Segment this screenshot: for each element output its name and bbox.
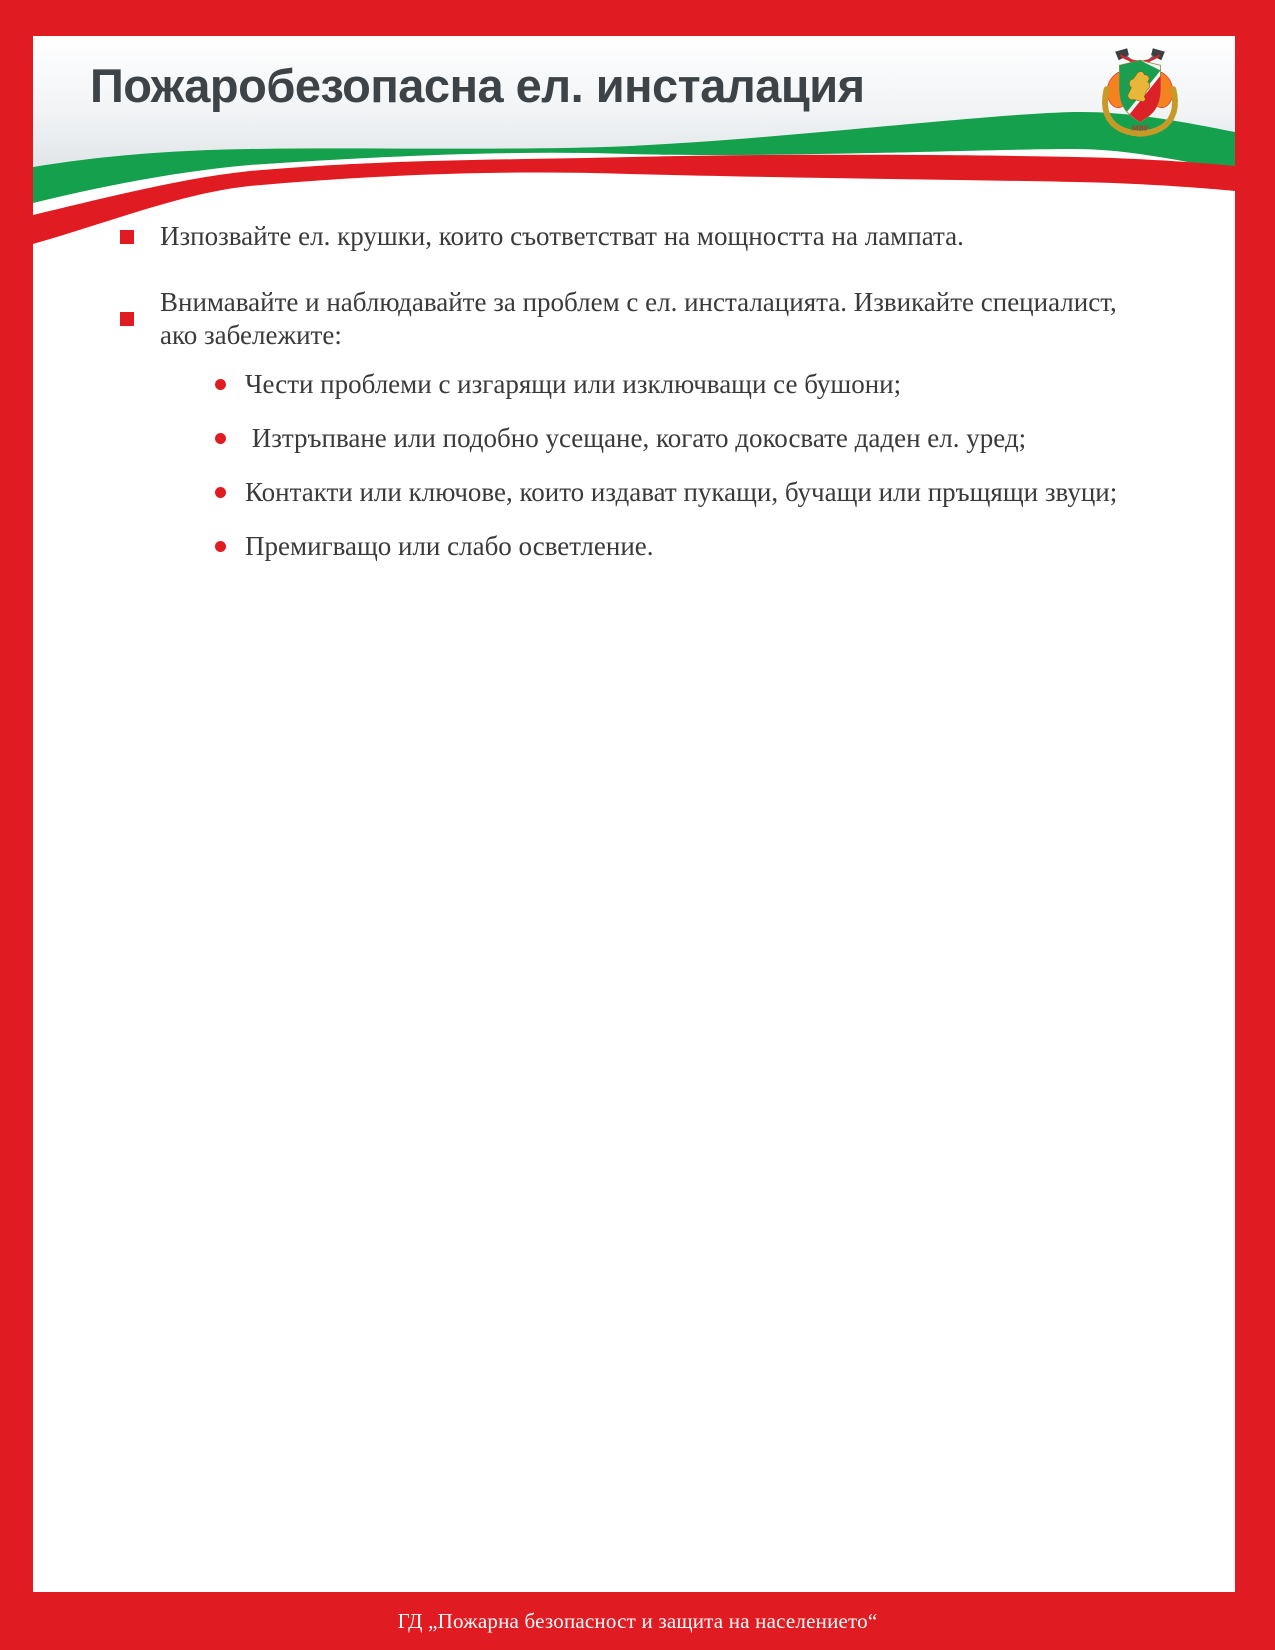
sub-list-item <box>120 422 1200 455</box>
bullet-list <box>120 220 1200 584</box>
list-item <box>120 286 1200 352</box>
round-bullet-icon <box>215 541 226 552</box>
fire-safety-emblem-logo <box>1093 44 1187 144</box>
sub-list-item-text: Чести проблеми с изгарящи или изключващи се бушони; <box>245 369 902 399</box>
list-item-text: Изпозвайте ел. крушки, които съответстват на мощността на лампата. <box>160 221 964 251</box>
sub-list-item-text: Изтръпване или подобно усещане, когато докосвате даден ел. уред; <box>245 423 1027 453</box>
round-bullet-icon <box>215 433 226 444</box>
round-bullet-icon <box>215 379 226 390</box>
sub-list-item <box>120 476 1200 509</box>
emblem-mvr-text: МВР <box>1131 123 1149 133</box>
square-bullet-icon <box>120 312 134 326</box>
sub-list-item-text: Премигващо или слабо осветление. <box>245 531 654 561</box>
shield-icon <box>1119 60 1160 122</box>
sub-list-item <box>120 368 1200 401</box>
page-body <box>33 36 1235 1592</box>
footer-text: ГД „Пожарна безопасност и защита на населението“ <box>397 1608 878 1633</box>
footer-bar <box>0 1592 1275 1650</box>
page-title: Пожаробезопасна ел. инсталация <box>90 59 865 112</box>
square-bullet-icon <box>120 230 134 244</box>
list-item-text: Внимавайте и наблюдавайте за проблем с ел. инсталацията. Извикайте специалист, ако забележите: <box>160 287 1124 350</box>
list-item <box>120 220 1200 253</box>
sub-list-item-text: Контакти или ключове, които издават пукащи, бучащи или пръщящи звуци; <box>245 477 1118 507</box>
sub-list-item <box>120 530 1200 563</box>
round-bullet-icon <box>215 487 226 498</box>
